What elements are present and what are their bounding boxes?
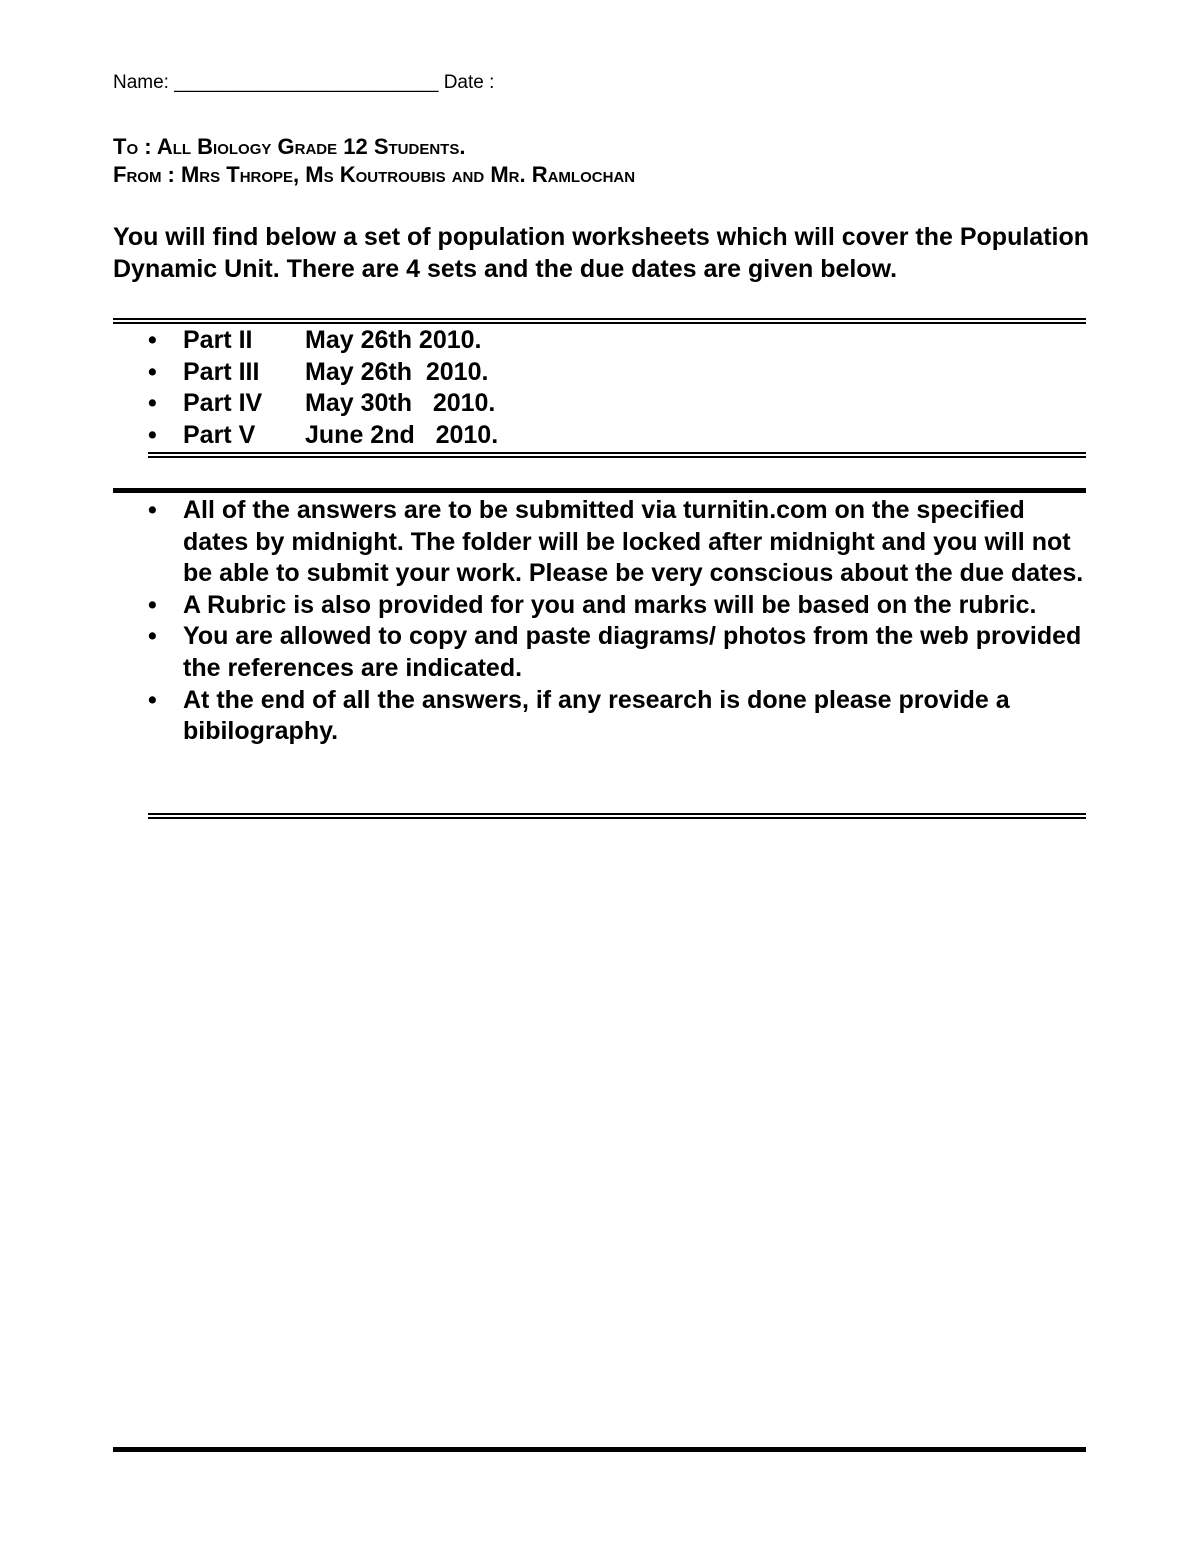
due-date: June 2nd 2010. — [305, 420, 499, 449]
due-dates-list — [148, 325, 498, 451]
instruction-text: You are allowed to copy and paste diagrams/ photos from the web provided the references are indicated. — [183, 622, 1082, 682]
footer-rule — [113, 1447, 1086, 1452]
due-date: May 26th 2010. — [305, 326, 482, 354]
instructions-list — [148, 495, 1088, 748]
list-item — [148, 495, 1088, 590]
list-item — [148, 325, 498, 357]
bullet-icon: • — [148, 622, 157, 651]
due-part: Part V — [183, 420, 256, 449]
double-rule-dates-bottom — [148, 452, 1086, 458]
memo-header — [113, 133, 1093, 189]
instruction-text: A Rubric is also provided for you and marks will be based on the rubric. — [183, 590, 1037, 619]
name-date-line: Name: _________________________ Date : — [113, 72, 495, 93]
memo-from: From : Mrs Thrope, Ms Koutroubis and Mr. Ramlochan — [113, 162, 636, 187]
list-item — [148, 685, 1088, 748]
due-part: Part II — [183, 326, 253, 354]
bullet-icon: • — [148, 685, 157, 714]
instruction-text: All of the answers are to be submitted via turnitin.com on the specified dates by midnight. The folder will be locked after midnight and you will not be able to submit your work. Please be very conscious about the due dates. — [183, 496, 1084, 588]
double-rule-top — [113, 318, 1086, 324]
bullet-icon: • — [148, 590, 157, 619]
list-item — [148, 388, 498, 420]
intro-paragraph: You will find below a set of population worksheets which will cover the Population Dynamic Unit. There are 4 sets and the due dates are given below. — [113, 223, 1090, 283]
bullet-icon: • — [148, 357, 157, 386]
bullet-icon: • — [148, 326, 157, 354]
bullet-icon: • — [148, 389, 157, 417]
due-date: May 26th 2010. — [305, 357, 489, 386]
due-date: May 30th 2010. — [305, 389, 496, 417]
list-item — [148, 420, 498, 452]
thick-rule — [113, 488, 1086, 493]
bullet-icon: • — [148, 496, 157, 524]
due-part: Part III — [183, 357, 260, 386]
bullet-icon: • — [148, 420, 157, 449]
double-rule-notes-bottom — [148, 813, 1086, 819]
list-item — [148, 621, 1088, 684]
memo-to: To : All Biology Grade 12 Students. — [113, 134, 466, 159]
due-part: Part IV — [183, 389, 263, 417]
instruction-text: At the end of all the answers, if any research is done please provide a bibilography. — [183, 685, 1010, 746]
list-item — [148, 357, 498, 389]
list-item — [148, 590, 1088, 622]
